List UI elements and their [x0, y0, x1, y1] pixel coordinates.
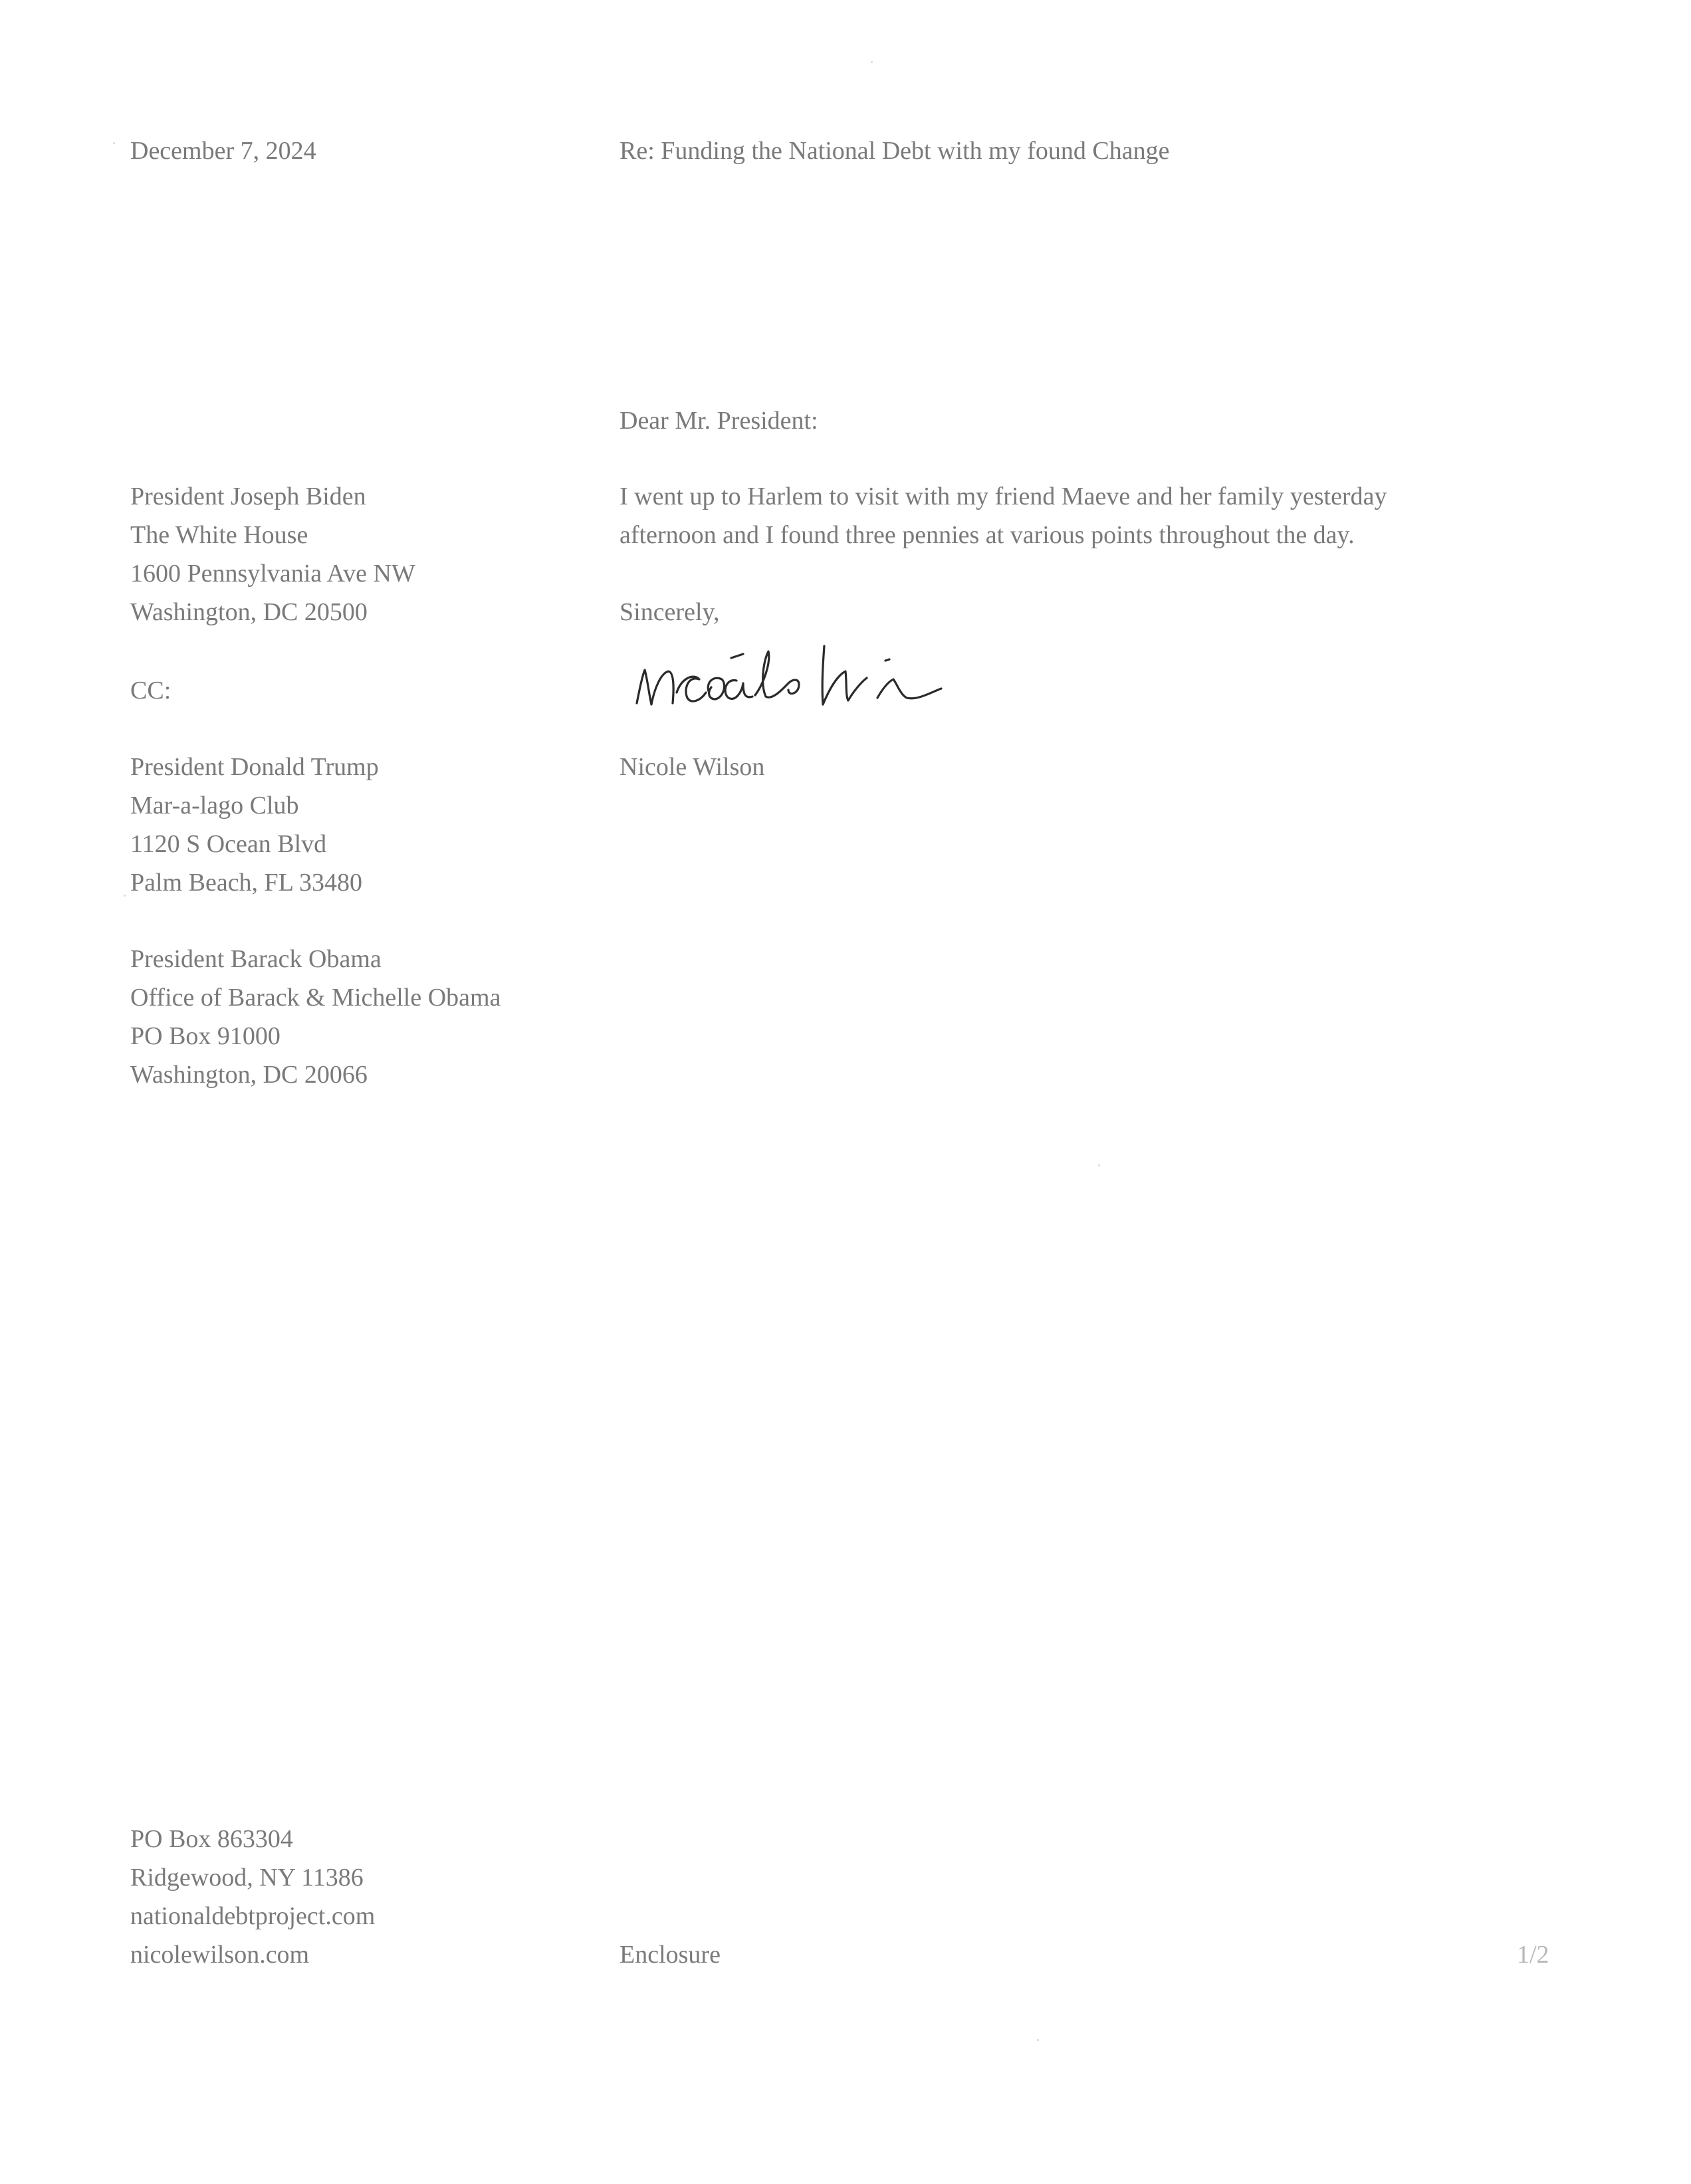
- letter-body: [620, 477, 1387, 554]
- body-line: afternoon and I found three pennies at various points throughout the day.: [620, 521, 1355, 549]
- letter-date: December 7, 2024: [130, 137, 316, 165]
- recipient-address: [130, 477, 415, 631]
- footer-website: nationaldebtproject.com: [130, 1902, 376, 1930]
- handwritten-signature: [625, 631, 984, 731]
- cc-obama-street: PO Box 91000: [130, 1022, 281, 1050]
- cc-address-trump: [130, 748, 379, 902]
- footer-city: Ridgewood, NY 11386: [130, 1864, 364, 1892]
- signer-name: Nicole Wilson: [620, 753, 765, 781]
- footer-address: [130, 1820, 375, 1974]
- footer-personal-site: nicolewilson.com: [130, 1941, 310, 1969]
- recipient-city: Washington, DC 20500: [130, 598, 368, 626]
- cc-obama-org: Office of Barack & Michelle Obama: [130, 984, 501, 1012]
- letter-subject: Re: Funding the National Debt with my found Change: [620, 137, 1170, 165]
- cc-label: CC:: [130, 677, 171, 705]
- cc-obama-name: President Barack Obama: [130, 945, 382, 973]
- cc-address-obama: [130, 940, 501, 1094]
- scan-speck: [1037, 2039, 1039, 2041]
- cc-trump-city: Palm Beach, FL 33480: [130, 869, 362, 897]
- page-number: 1/2: [1517, 1941, 1549, 1969]
- scan-speck: [113, 142, 115, 144]
- cc-trump-street: 1120 S Ocean Blvd: [130, 830, 327, 858]
- cc-trump-org: Mar-a-lago Club: [130, 792, 299, 819]
- letter-closing: Sincerely,: [620, 598, 720, 626]
- scan-speck: [1098, 1164, 1100, 1166]
- cc-obama-city: Washington, DC 20066: [130, 1061, 368, 1089]
- recipient-name: President Joseph Biden: [130, 483, 366, 510]
- cc-trump-name: President Donald Trump: [130, 753, 379, 781]
- scan-speck: [871, 61, 873, 63]
- letter-salutation: Dear Mr. President:: [620, 407, 818, 435]
- body-line: I went up to Harlem to visit with my friend Maeve and her family yesterday: [620, 483, 1387, 510]
- recipient-org: The White House: [130, 521, 308, 549]
- scan-speck: [124, 895, 126, 897]
- recipient-street: 1600 Pennsylvania Ave NW: [130, 560, 415, 588]
- enclosure-note: Enclosure: [620, 1941, 721, 1969]
- footer-po-box: PO Box 863304: [130, 1825, 293, 1853]
